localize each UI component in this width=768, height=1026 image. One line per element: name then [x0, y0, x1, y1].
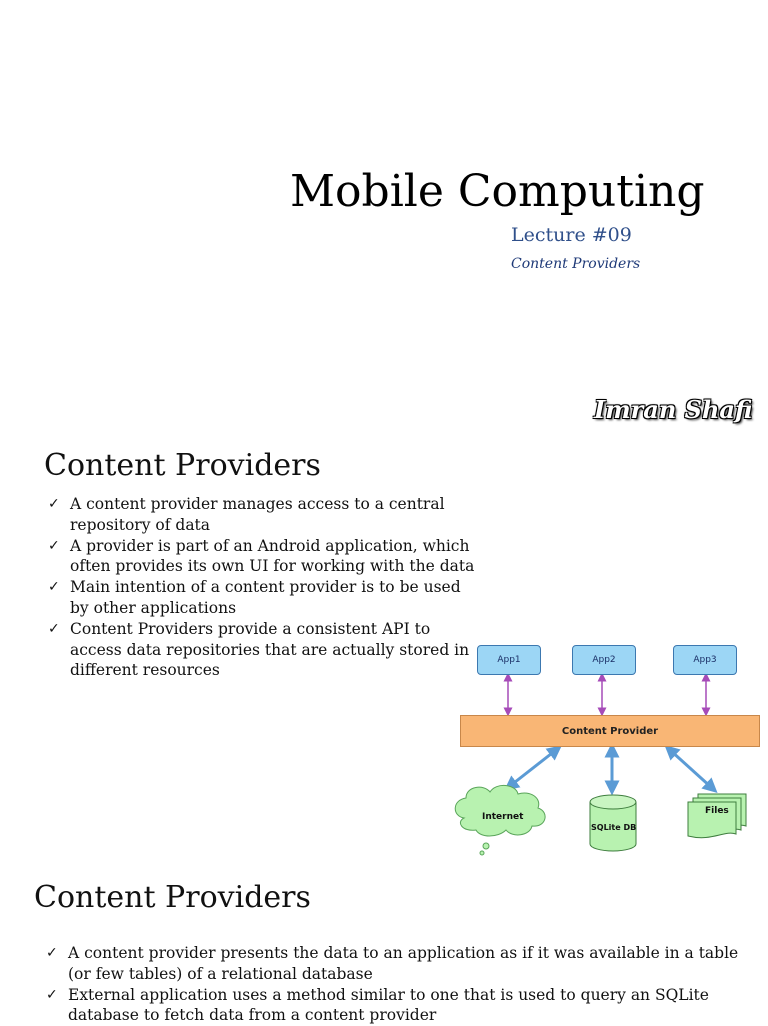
app2-box: App2 — [572, 645, 636, 675]
author-signature: Imran Shafi — [594, 395, 753, 424]
check-icon: ✓ — [48, 537, 60, 554]
internet-label: Internet — [482, 812, 524, 822]
files-label: Files — [705, 806, 729, 816]
sqlite-label: SQLite DB — [591, 823, 637, 832]
check-icon: ✓ — [48, 579, 60, 596]
internet-arrow — [510, 750, 556, 786]
lecture-subtitle: Content Providers — [511, 256, 641, 272]
list-item: ✓ External application uses a method similar to one that is used to query an SQLite database to fetch data from a content provider — [46, 985, 709, 1025]
files-arrow — [670, 750, 712, 788]
app1-box: App1 — [477, 645, 541, 675]
list-item: ✓ A content provider manages access to a central repository of data — [48, 495, 445, 534]
list-item: ✓ A provider is part of an Android application, which often provides its own UI for working with the data — [48, 536, 475, 576]
check-icon: ✓ — [46, 945, 58, 961]
list-item: ✓ Main intention of a content provider is to be used by other applications — [48, 578, 461, 617]
slide1-heading: Content Providers — [44, 448, 321, 483]
lecture-number: Lecture #09 — [511, 224, 632, 246]
page-title: Mobile Computing — [290, 166, 705, 217]
slide2-heading: Content Providers — [34, 880, 311, 915]
check-icon: ✓ — [46, 986, 58, 1003]
app3-box: App3 — [673, 645, 737, 675]
slide1-bullet-list — [48, 494, 480, 681]
list-item: ✓ Content Providers provide a consistent API to access data repositories that are actually stored in different resources — [48, 619, 470, 680]
content-provider-box: Content Provider — [460, 715, 760, 747]
content-provider-diagram — [450, 640, 762, 862]
slide2-bullet-list — [46, 943, 746, 1026]
list-item: ✓ A content provider presents the data to an application as if it was available in a table (or few tables) of a relational database — [46, 944, 739, 983]
check-icon: ✓ — [48, 496, 60, 512]
check-icon: ✓ — [48, 620, 60, 637]
